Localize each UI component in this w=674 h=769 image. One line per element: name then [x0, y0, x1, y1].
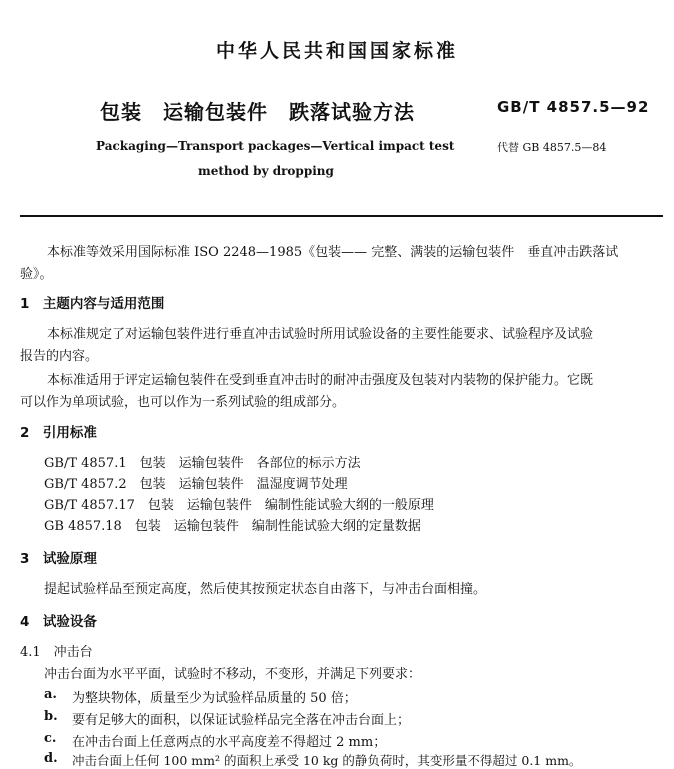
- section-4-heading: 4 试验设备: [20, 614, 97, 630]
- list-item-text: 为整块物体，质量至少为试验样品质量的 50 倍；: [72, 691, 357, 706]
- intro-line-2: 验》。: [20, 267, 53, 282]
- reference-item: GB/T 4857.1 包装 运输包装件 各部位的标示方法: [44, 456, 361, 471]
- national-standard-heading: 中华人民共和国国家标准: [215, 40, 458, 62]
- section-2-heading: 2 引用标准: [20, 425, 97, 441]
- section-1-heading: 1 主题内容与适用范围: [20, 296, 165, 312]
- section-1-p2-line1: 本标准适用于评定运输包装件在受到垂直冲击时的耐冲击强度及包装对内装物的保护能力。它既: [47, 373, 594, 388]
- reference-item: GB 4857.18 包装 运输包装件 编制性能试验大纲的定量数据: [44, 519, 421, 534]
- list-item-label: a.: [44, 687, 57, 702]
- section-3-text: 提起试验样品至预定高度，然后使其按预定状态自由落下，与冲击台面相撞。: [44, 582, 487, 597]
- section-1-p1-line2: 报告的内容。: [20, 349, 99, 364]
- list-item-text: 在冲击台面上任意两点的水平高度差不得超过 2 mm；: [72, 735, 387, 750]
- list-item-text: 冲击台面上任何 100 mm² 的面积上承受 10 kg 的静负荷时，其变形量不得超过 0.1 mm。: [72, 753, 582, 768]
- header-divider: [20, 215, 663, 217]
- subsection-4-1-text: 冲击台面为水平平面，试验时不移动，不变形，并满足下列要求：: [44, 667, 422, 682]
- section-1-p2-line2: 可以作为单项试验，也可以作为一系列试验的组成部分。: [20, 395, 346, 410]
- intro-line-1: 本标准等效采用国际标准 ISO 2248—1985《包装—— 完整、满装的运输包装件 垂直冲击跌落试: [47, 245, 619, 260]
- standard-title-english-line1: Packaging—Transport packages—Vertical impact test: [96, 139, 455, 153]
- list-item-label: b.: [44, 709, 58, 724]
- reference-item: GB/T 4857.17 包装 运输包装件 编制性能试验大纲的一般原理: [44, 498, 434, 513]
- replaces-note: 代替 GB 4857.5—84: [497, 141, 607, 154]
- list-item-label: c.: [44, 731, 57, 746]
- reference-item: GB/T 4857.2 包装 运输包装件 温湿度调节处理: [44, 477, 348, 492]
- standard-title-english-line2: method by dropping: [198, 164, 334, 178]
- section-1-p1-line1: 本标准规定了对运输包装件进行垂直冲击试验时所用试验设备的主要性能要求、试验程序及试验: [47, 327, 594, 342]
- list-item-label: d.: [44, 751, 58, 766]
- section-3-heading: 3 试验原理: [20, 551, 97, 567]
- list-item-text: 要有足够大的面积，以保证试验样品完全落在冲击台面上；: [72, 713, 411, 728]
- subsection-4-1-heading: 4.1 冲击台: [20, 645, 93, 660]
- standard-code: GB/T 4857.5—92: [497, 98, 650, 116]
- standard-title-chinese: 包装 运输包装件 跌落试验方法: [100, 100, 415, 124]
